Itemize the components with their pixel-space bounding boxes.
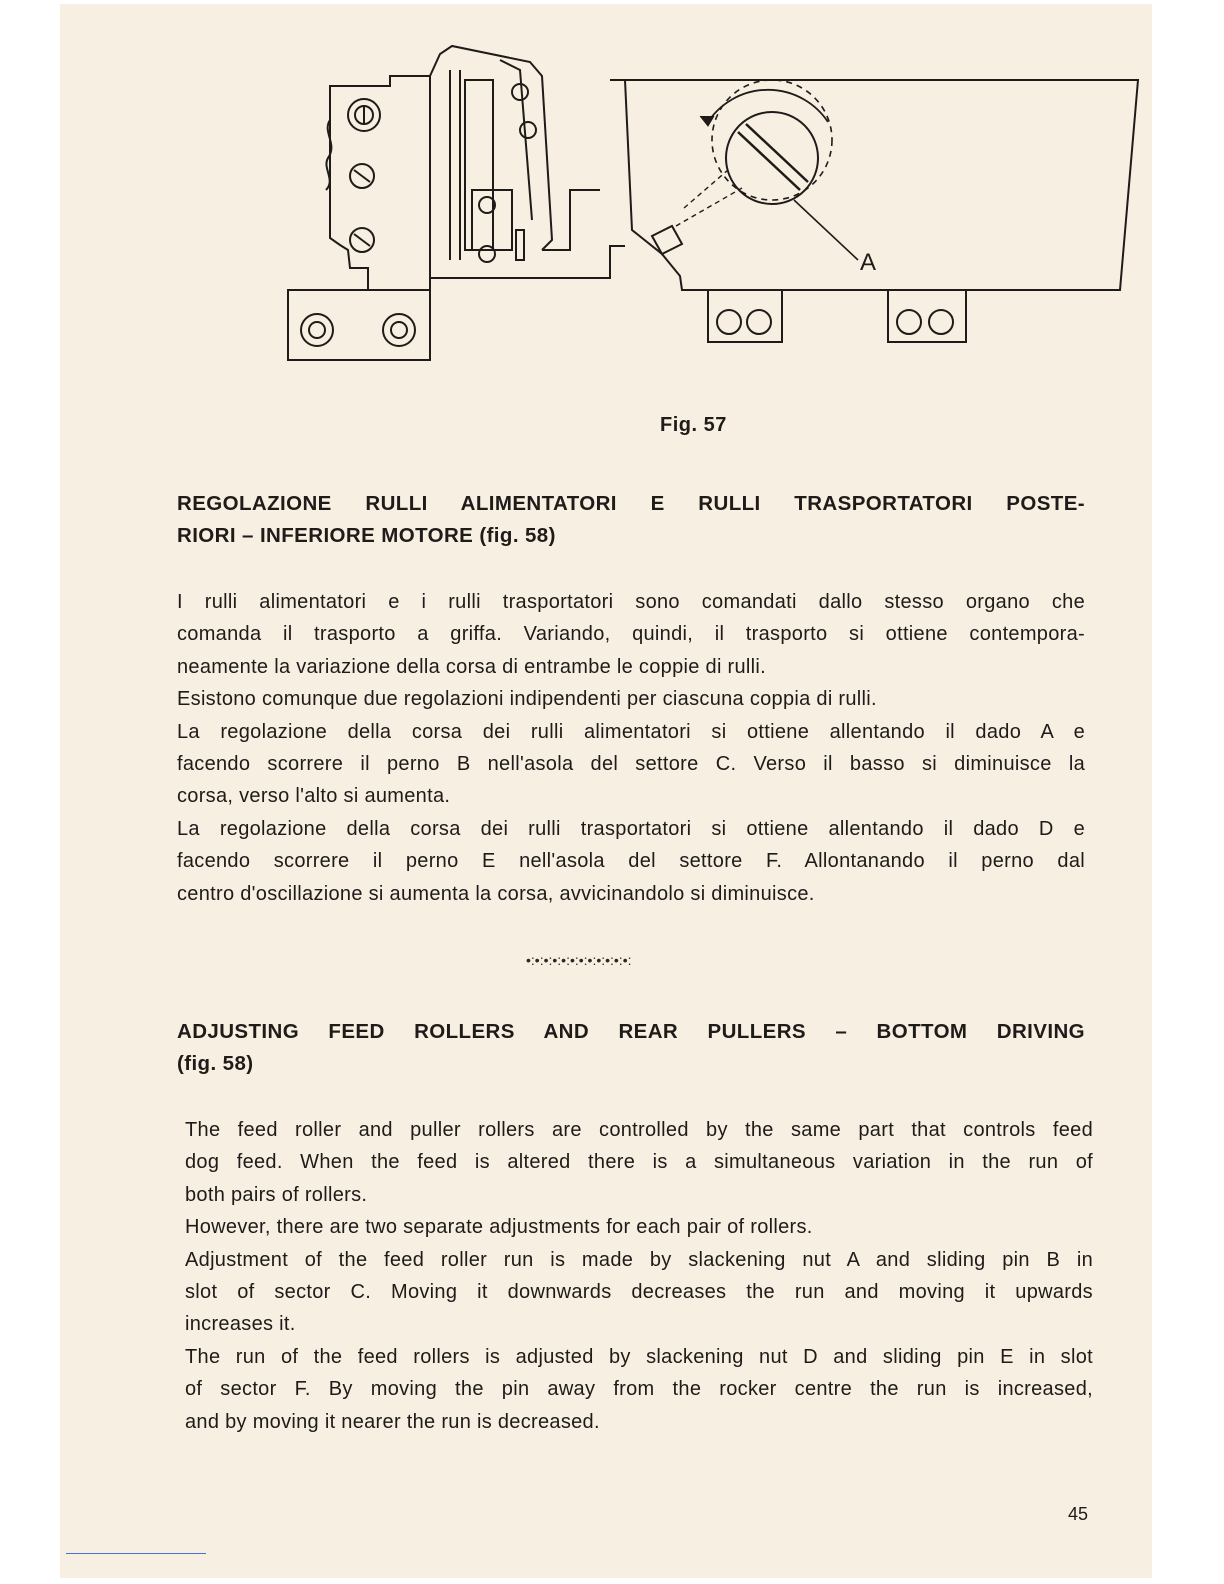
italian-body-line: I rulli alimentatori e i rulli trasportatori sono comandati dallo stesso organo che [177,591,1085,613]
page-number: 45 [1068,1504,1089,1524]
english-body-line: The feed roller and puller rollers are controlled by the same part that controls feed [185,1119,1093,1141]
english-body-line: The run of the feed rollers is adjusted by slackening nut D and sliding pin E in slot [185,1345,1093,1368]
figure-57-diagram [280,40,1150,380]
english-body-line: and by moving it nearer the run is decreased. [185,1410,600,1433]
english-body [185,1114,1093,1438]
italian-body-line: La regolazione della corsa dei rulli trasportatori si ottiene allentando il dado D e [177,817,1085,840]
english-heading-line-1: ADJUSTING FEED ROLLERS AND REAR PULLERS – BOTTOM DRIVING [177,1020,1085,1043]
figure-label-a: A [860,249,877,276]
italian-body-line: corsa, verso l'alto si aumenta. [177,785,451,808]
english-heading-line-2: (fig. 58) [177,1052,254,1075]
italian-body-line: centro d'oscillazione si aumenta la corsa, avvicinandolo si diminuisce. [177,882,815,905]
figure-caption: Fig. 57 [660,414,727,436]
english-body-line: dog feed. When the feed is altered there is a simultaneous variation in the run of [185,1151,1093,1174]
page-sheet [60,4,1152,1578]
italian-body-line: La regolazione della corsa dei rulli alimentatori si ottiene allentando il dado A e [177,720,1085,743]
italian-heading-line-2: RIORI – INFERIORE MOTORE (fig. 58) [177,524,556,547]
english-body-line: slot of sector C. Moving it downwards decreases the run and moving it upwards [185,1281,1093,1304]
english-body-line: increases it. [185,1313,296,1336]
italian-body-line: facendo scorrere il perno E nell'asola del settore F. Allontanando il perno dal [177,850,1085,873]
english-heading [177,1016,1085,1080]
english-body-line: However, there are two separate adjustments for each pair of rollers. [185,1216,813,1239]
italian-body-line: facendo scorrere il perno B nell'asola del settore C. Verso il basso si diminuisce la [177,753,1085,776]
english-body-line: both pairs of rollers. [185,1183,368,1206]
english-body-line: of sector F. By moving the pin away from the rocker centre the run is increased, [185,1378,1093,1401]
bottom-rule-divider [66,1553,206,1554]
italian-body-line: Esistono comunque due regolazioni indipendenti per ciascuna coppia di rulli. [177,688,877,711]
section-separator: •:•:•:•:•:•:•:•:•:•:•:•: [526,952,632,968]
italian-body [177,586,1085,910]
italian-body-line: comanda il trasporto a griffa. Variando, quindi, il trasporto si ottiene contempora- [177,623,1085,646]
italian-heading-line-1: REGOLAZIONE RULLI ALIMENTATORI E RULLI TRASPORTATORI POSTE- [177,492,1085,515]
english-body-line: Adjustment of the feed roller run is made by slackening nut A and sliding pin B in [185,1248,1093,1271]
italian-heading [177,488,1085,552]
italian-body-line: neamente la variazione della corsa di entrambe le coppie di rulli. [177,655,767,678]
